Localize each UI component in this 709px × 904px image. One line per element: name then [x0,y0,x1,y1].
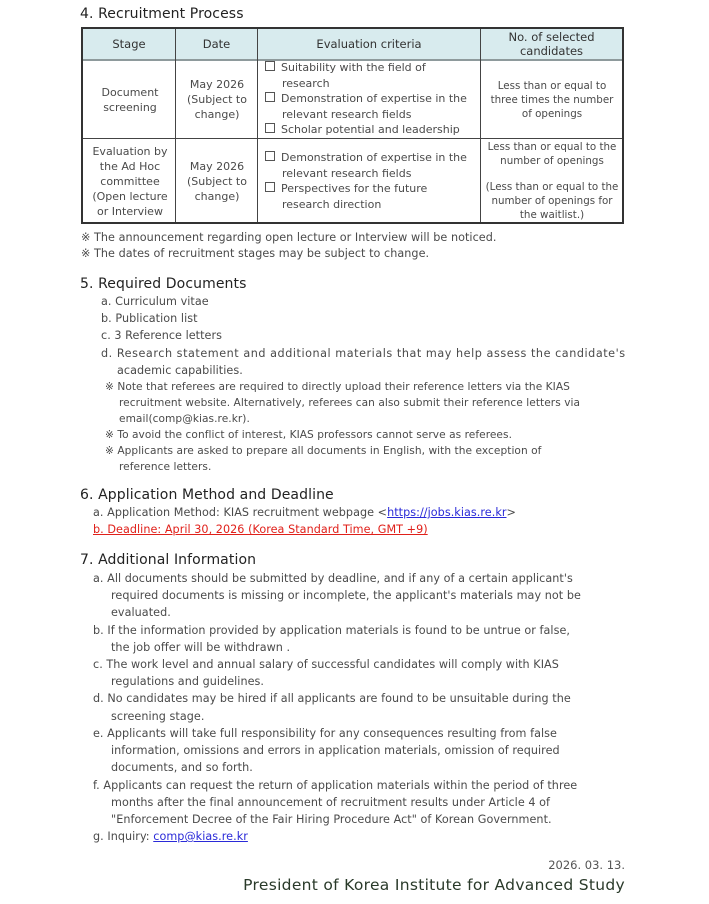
info-line: f. Applicants can request the return of application materials within the period of three [93,779,578,792]
info-line: the job offer will be withdrawn . [111,641,291,654]
section-7-title: 7. Additional Information [80,552,257,568]
deadline: b. Deadline: April 30, 2026 (Korea Standard Time, GMT +9) [93,523,428,536]
list-item: a. Curriculum vitae [101,295,209,308]
info-line: "Enforcement Decree of the Fair Hiring Procedure Act" of Korean Government. [111,813,552,826]
section-6-title: 6. Application Method and Deadline [80,487,334,503]
info-line: e. Applicants will take full responsibility for any consequences resulting from false [93,727,557,740]
inquiry-email-link[interactable]: comp@kias.re.kr [153,830,248,843]
list-item: c. 3 Reference letters [101,329,223,342]
row2-criteria: Demonstration of expertise in the relevant research fields Perspectives for the future research direction [265,150,467,212]
note: ※ Note that referees are required to directly upload their reference letters via the KIAS [105,381,570,393]
list-item: d. Research statement and additional materials that may help assess the candidate's [101,347,626,360]
document-date: 2026. 03. 13. [548,858,625,872]
note: ※ The announcement regarding open lecture or Interview will be noticed. [81,231,497,244]
row1-stage: Document screening [101,85,159,114]
list-item-cont: academic capabilities. [117,364,243,377]
info-line: b. If the information provided by application materials is found to be untrue or false, [93,624,571,637]
checkbox-icon [265,123,275,133]
info-line: months after the final announcement of recruitment results under Article 4 of [111,796,551,809]
row2-date: May 2026 (Subject to change) [187,159,247,203]
info-line: evaluated. [111,606,171,619]
method-suffix: > [506,506,516,519]
note: ※ Applicants are asked to prepare all documents in English, with the exception of [105,445,542,457]
col-header-date: Date [202,37,231,51]
checkbox-icon [265,182,275,192]
checkbox-icon [265,151,275,161]
info-line: information, omissions and errors in application materials, omission of required [111,744,560,757]
info-line: required documents is missing or incomplete, the applicant's materials may not be [111,589,581,602]
info-line: a. All documents should be submitted by deadline, and if any of a certain applicant's [93,572,573,585]
list-item: b. Publication list [101,312,198,325]
info-line: d. No candidates may be hired if all applicants are found to be unsuitable during the [93,692,571,705]
section-5-title: 5. Required Documents [80,276,247,292]
row2-selected: Less than or equal to the number of openings [487,141,617,167]
col-header-stage: Stage [112,37,146,51]
row1-criteria: Suitability with the field of research Demonstration of expertise in the relevant research fields Scholar potential and leadership [265,60,467,138]
recruitment-process-table [81,27,624,224]
note: ※ To avoid the conflict of interest, KIAS professors cannot serve as referees. [105,429,512,441]
inquiry [93,830,248,843]
row1-selected: Less than or equal to three times the number of openings [490,79,614,120]
note: ※ The dates of recruitment stages may be subject to change. [81,247,430,260]
row2-stage: Evaluation by the Ad Hoc committee (Open lecture or Interview [92,144,168,218]
row2-selected-note: (Less than or equal to the number of openings for the waitlist.) [485,181,619,221]
info-line: screening stage. [111,710,205,723]
info-line: documents, and so forth. [111,761,253,774]
info-line: regulations and guidelines. [111,675,265,688]
note-cont: reference letters. [119,461,212,473]
row1-date: May 2026 (Subject to change) [187,78,247,121]
note-cont: email(comp@kias.re.kr). [119,413,250,425]
inquiry-label: g. Inquiry: [93,830,154,843]
col-header-criteria: Evaluation criteria [316,37,422,51]
checkbox-icon [265,92,275,102]
jobs-link[interactable]: https://jobs.kias.re.kr [387,506,507,519]
info-line: c. The work level and annual salary of successful candidates will comply with KIAS [93,658,559,671]
checkbox-icon [265,61,275,71]
col-header-selected: No. of selected candidates [508,30,595,58]
application-method [93,506,516,519]
method-label: a. Application Method: KIAS recruitment webpage < [93,506,388,519]
note-cont: recruitment website. Alternatively, referees can also submit their reference letters via [119,397,581,409]
signature: President of Korea Institute for Advanced Study [243,876,625,894]
section-4-title: 4. Recruitment Process [80,6,244,22]
